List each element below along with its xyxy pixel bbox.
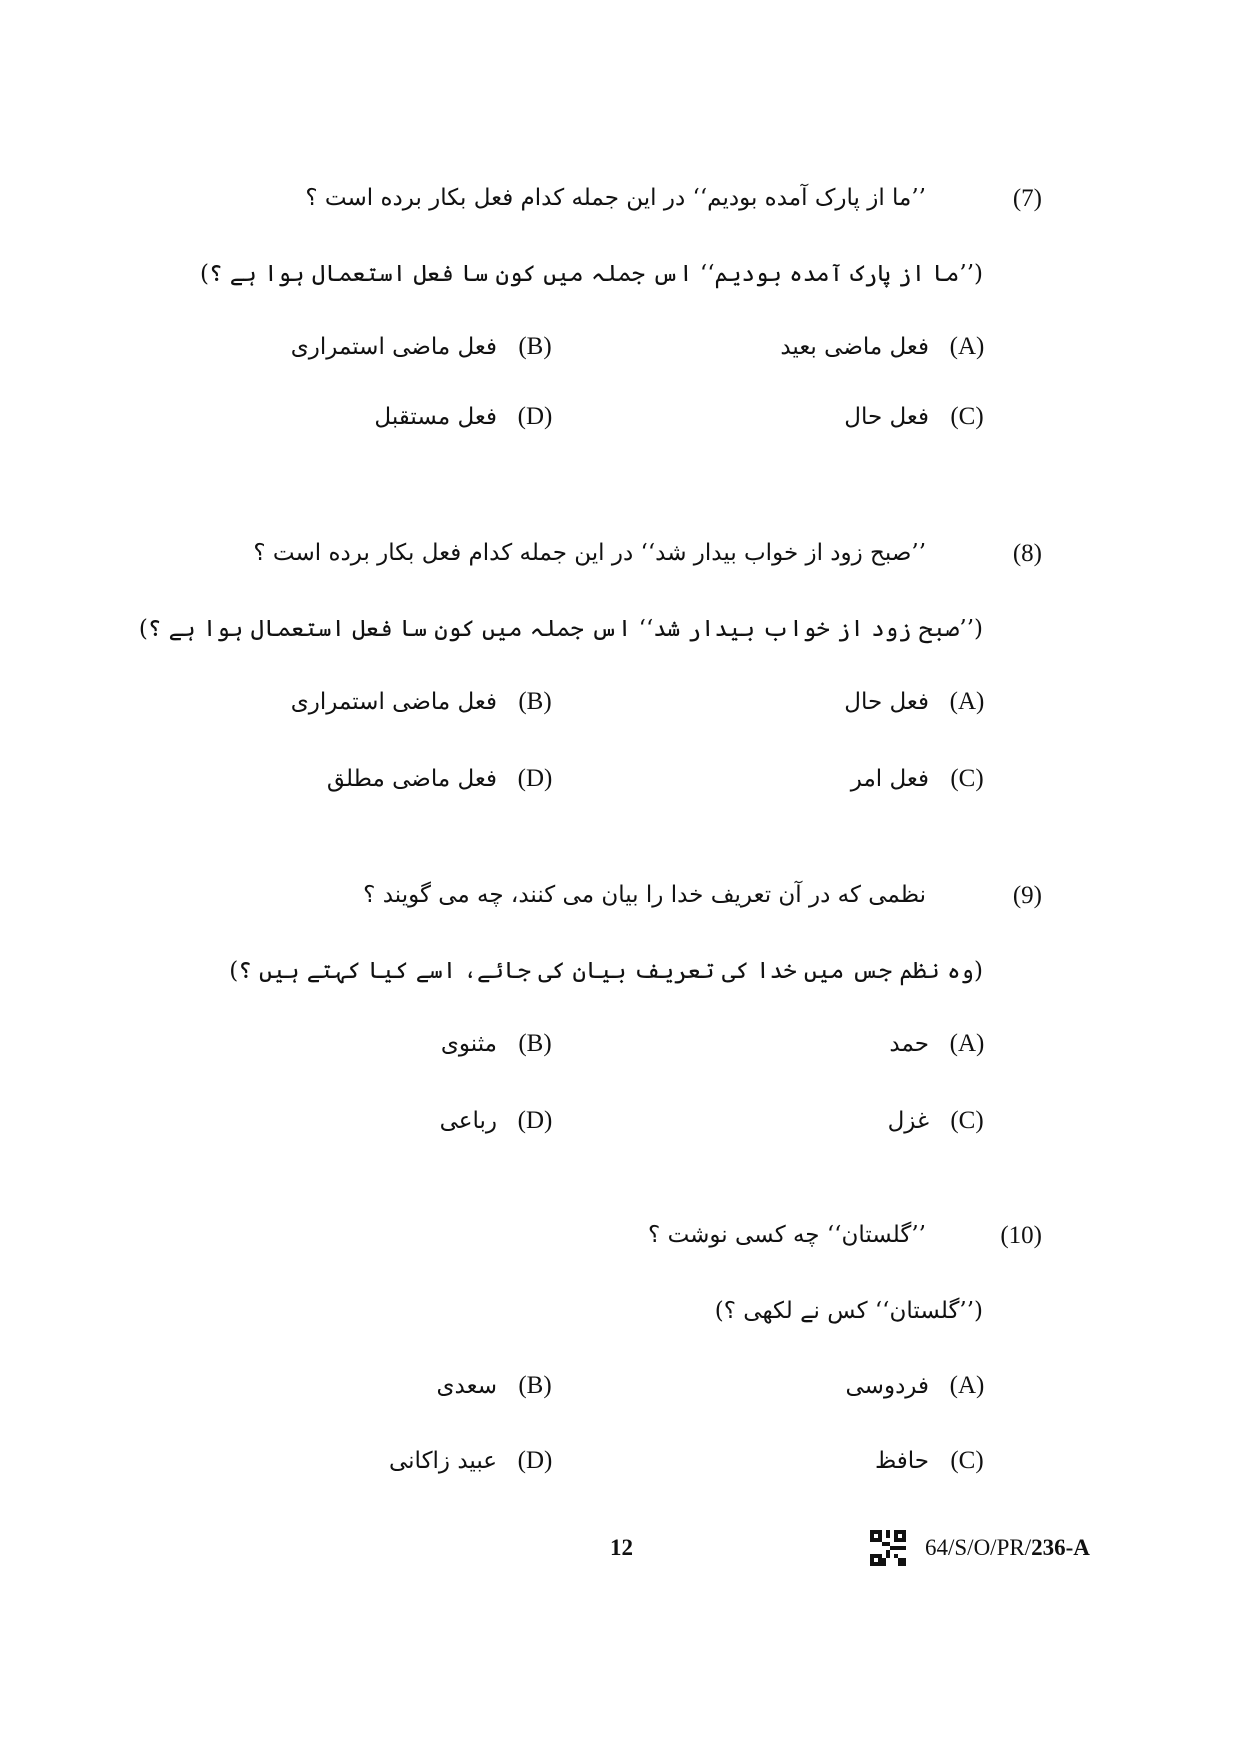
option-b: (B)مثنوی [440, 1030, 552, 1057]
question-urdu: (’’صبح زود از خواب بیدار شد‘‘ اس جملہ میں کون سا فعل استعمال ہوا ہے ؟) [138, 616, 983, 642]
question-persian: نظمی که در آن تعریف خدا را بیان می کنند، چه می گویند ؟ [363, 882, 926, 908]
paper-code: 64/S/O/PR/236-A [925, 1535, 1090, 1560]
question-number: (7) [1012, 185, 1042, 212]
option-c: (C)غزل [887, 1107, 984, 1134]
question-urdu: (’’گلستان‘‘ کس نے لکھی ؟) [714, 1298, 983, 1324]
option-d: (D)فعل مستقبل [374, 403, 553, 430]
option-c: (C)فعل حال [844, 403, 984, 430]
option-d: (D)عبید زاکانی [388, 1447, 553, 1474]
question-persian: ’’صبح زود از خواب بیدار شد‘‘ در این جمله کدام فعل بکار برده است ؟ [253, 540, 926, 566]
option-c: (C)فعل امر [850, 765, 984, 792]
option-b: (B)فعل ماضی استمراری [290, 333, 552, 360]
option-a: (A)فردوسی [845, 1372, 985, 1399]
question-number: (9) [1012, 882, 1042, 909]
option-a: (A)فعل ماضی بعید [780, 333, 985, 360]
question-number: (10) [1000, 1222, 1042, 1249]
question-urdu: (وہ نظم جس میں خدا کی تعریف بیان کی جائے، اسے کیا کہتے ہیں ؟) [229, 958, 983, 984]
question-persian: ’’گلستان‘‘ چه کسی نوشت ؟ [648, 1222, 926, 1248]
option-d: (D)فعل ماضی مطلق [326, 765, 553, 792]
option-b: (B)فعل ماضی استمراری [290, 688, 552, 715]
question-urdu: (’’ما از پارک آمده بودیم‘‘ اس جملہ میں کون سا فعل استعمال ہوا ہے ؟) [200, 261, 983, 287]
option-b: (B)سعدی [436, 1372, 552, 1399]
page-number: 12 [610, 1535, 633, 1560]
qr-code-icon [870, 1530, 906, 1566]
option-c: (C)حافظ [874, 1447, 984, 1474]
option-a: (A)حمد [889, 1030, 985, 1057]
option-d: (D)رباعی [439, 1107, 553, 1134]
question-number: (8) [1012, 540, 1042, 567]
question-persian: ’’ما از پارک آمده بودیم‘‘ در این جمله کدام فعل بکار برده است ؟ [305, 185, 926, 211]
option-a: (A)فعل حال [844, 688, 985, 715]
